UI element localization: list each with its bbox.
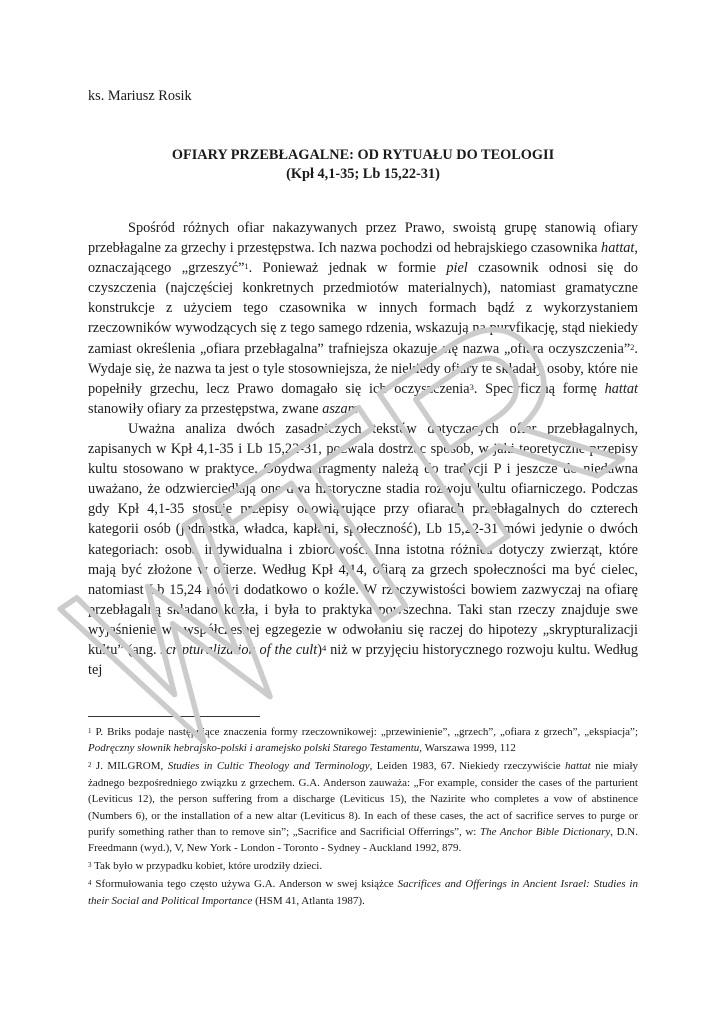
article-title <box>88 146 638 184</box>
footnote-ref-3[interactable]: 3 <box>469 381 474 392</box>
footnote-separator <box>88 716 260 717</box>
text-run: Tak było w przypadku kobiet, które urodziły dzieci. <box>91 860 323 873</box>
term-aszam: aszam <box>322 400 358 417</box>
text-run: , D.N. Freedmann (wyd.), V, New York - London - Toronto - Sydney - Auckland 1992, 879. <box>88 825 639 855</box>
text-run: . Specyficzną formę <box>473 380 605 397</box>
paragraph-2 <box>88 419 638 680</box>
text-run: czasownik odnosi się do czyszczenia (najczęściej konkretnych przedmiotów materialnych), natomiast gramatyczne konstrukcje z użyciem tego czasownika w innych formach bądź z wykorzystaniem rzeczowników wywodzących się z tego samego rdzenia, wskazują na puryfikację, stąd niekiedy zamiast określenia „ofiara przebłagalna” trafniejsza okazuje się nazwa „ofiara oczyszczenia” <box>88 260 638 357</box>
author-name: ks. Mariusz Rosik <box>88 88 192 104</box>
text-run: Sformułowania tego często używa G.A. Anderson w swej książce <box>91 878 398 891</box>
term-english: scripturalization of the cult <box>160 641 318 658</box>
footnote-ref-1[interactable]: 1 <box>244 261 249 272</box>
term-hattat: hattat <box>604 380 638 397</box>
footnote-number: 4 <box>88 879 92 888</box>
text-run: . Wydaje się, że nazwa ta jest o tyle stosowniejsza, że niekiedy ofiary te składały osoby, które nie popełniły grzechu, lecz Prawo domagało się ich oczyszczenia <box>88 340 638 397</box>
book-title: Studies in Cultic Theology and Terminology <box>167 760 370 773</box>
text-run: . <box>357 400 362 417</box>
book-title: Sacrifices and Offerings in Ancient Israel: Studies in their Social and Political Importance <box>88 878 638 907</box>
text-run: . Ponieważ jednak w formie <box>248 260 447 277</box>
text-run: ) <box>317 641 323 658</box>
footnote-number: 2 <box>88 761 92 770</box>
footnote-3 <box>88 858 638 874</box>
term-piel: piel <box>446 260 468 277</box>
text-run: niż w przyjęciu historycznego rozwoju kultu. Według tej <box>88 641 638 679</box>
footnote-1 <box>88 724 638 757</box>
text-run: Uważna analiza dwóch zasadniczych tekstów dotyczących ofiar przebłagalnych, zapisanych w Kpł 4,1-35 i Lb 15,22-31, pozwala dostrzec sposób, w jaki teoretyczne przepisy kultu stosowano w praktyce. Obydwa fragmenty należą do tradycji P i jeszcze do niedawna uważano, że odzwierciedlają one dwa historyczne stadia rozwoju kultu ofiarniczego. Podczas gdy Kpł 4,1-35 stosuje przepisy obowiązujące przy ofiarach przebłagalnych do czterech kategorii osób (jednostka, władca, kapłani, społeczność), Lb 15,22-31 mówi jedynie o dwóch kategoriach: osoba indywidualna i zbiorowość. Inna istotna różnica dotyczy zwierząt, które mają być złożone w ofierze. Według Kpł 4,14, ofiarą za grzech społeczności ma być cielec, natomiast Lb 15,24 mówi dodatkowo o koźle. W rzeczywistości bowiem zazwyczaj na ofiarę przebłagalną składano kozła, i była to praktyka powszechna. Taki stan rzeczy znajduje swe wyjaśnienie we współczesnej egzegezie w odwołaniu się raczej do hipotezy „skrypturalizacji kultu” (ang. <box>88 420 638 658</box>
book-title: Podręczny słownik hebrajsko-polski i aramejsko polski Starego Testamentu <box>88 742 420 755</box>
text-run: (HSM 41, Atlanta 1987). <box>252 894 365 907</box>
footnotes <box>88 724 638 910</box>
text-run: nie miały żadnego bezpośredniego związku z grzechem. G.A. Anderson zauważa: „For example, consider the cases of the parturient (Leviticus 12), the person suffering from a discharge (Leviticus 15), the Nazirite who completes a vow of abstinence (Numbers 6), or the installation of a new altar (Leviticus 8). In each of these cases, the act of sacrifice serves to purge or purify something rather than to remove sin”; „Sacrifice and Sacrificial Offerrings”, w: <box>88 760 639 838</box>
text-run: , Leiden 1983, 67. Niekiedy rzeczywiście <box>369 760 566 773</box>
title-main: OFIARY PRZEBŁAGALNE: OD RYTUAŁU DO TEOLOGII <box>171 147 555 163</box>
footnote-ref-2[interactable]: 2 <box>630 341 635 352</box>
book-title: The Anchor Bible Dictionary <box>479 825 611 838</box>
text-run: stanowiły ofiary za przestępstwa, zwane <box>88 400 323 417</box>
text-run: , Warszawa 1999, 112 <box>419 742 516 755</box>
footnote-4 <box>88 876 638 909</box>
article-body <box>88 218 638 680</box>
footnote-number: 3 <box>88 861 92 870</box>
text-run: Spośród różnych ofiar nakazywanych przez Prawo, swoistą grupę stanowią ofiary przebłagalne za grzechy i przestępstwa. Ich nazwa pochodzi od hebrajskiego czasownika <box>88 220 638 257</box>
text-run: J. MILGROM, <box>91 760 168 773</box>
footnote-2 <box>88 758 638 856</box>
text-run: , oznaczającego „grzeszyć” <box>88 240 638 277</box>
footnote-ref-4[interactable]: 4 <box>322 642 327 653</box>
footnote-number: 1 <box>88 727 92 735</box>
text-run: P. Briks podaje następujące znaczenia formy rzeczownikowej: „przewinienie”, „grzech”, „ofiara z grzech”, „ekspiacja”; <box>91 726 638 738</box>
term-hattat: hattat <box>565 760 591 773</box>
title-references: (Kpł 4,1-35; Lb 15,22-31) <box>286 166 440 182</box>
term-hattat: hattat <box>601 240 635 257</box>
paragraph-1 <box>88 218 638 419</box>
